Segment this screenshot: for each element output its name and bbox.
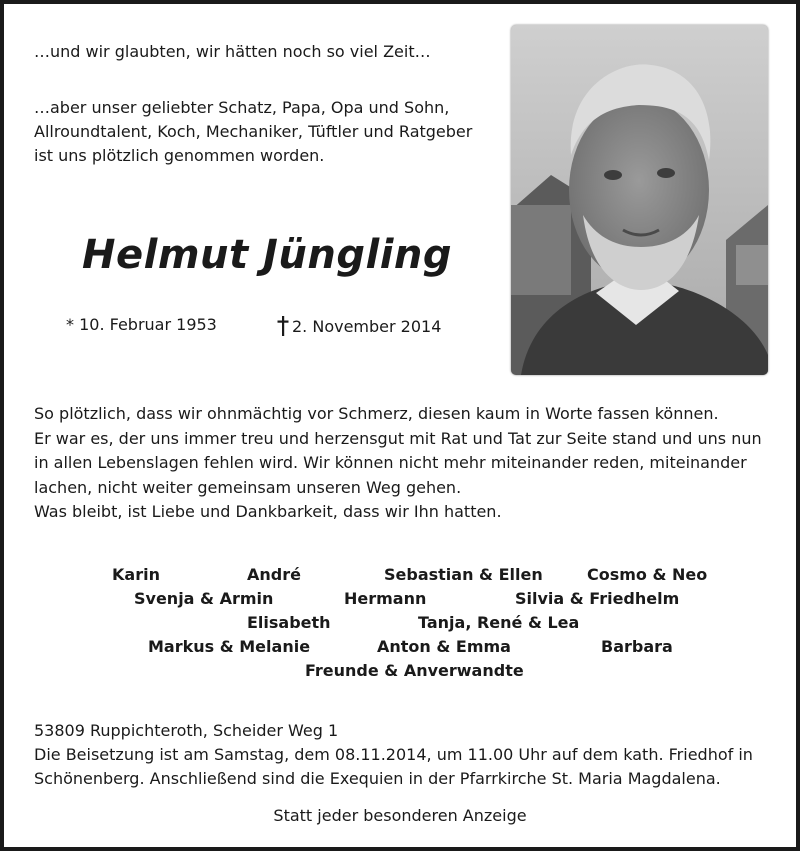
deceased-name: Helmut Jüngling xyxy=(82,232,453,278)
family-member: Cosmo & Neo xyxy=(587,565,708,584)
cross-icon xyxy=(276,315,290,337)
intro-line: Allroundtalent, Koch, Mechaniker, Tüftler und Ratgeber xyxy=(34,122,473,141)
portrait-image xyxy=(511,25,768,375)
memorial-line: So plötzlich, dass wir ohnmächtig vor Schmerz, diesen kaum in Worte fassen können. xyxy=(34,404,719,423)
family-member: Hermann xyxy=(344,589,427,608)
memorial-line: Er war es, der uns immer treu und herzensgut mit Rat und Tat zur Seite stand und uns nun xyxy=(34,428,762,448)
intro-quote: …und wir glaubten, wir hätten noch so viel Zeit… xyxy=(34,42,431,61)
memorial-text xyxy=(34,402,784,525)
family-member: Freunde & Anverwandte xyxy=(305,661,524,680)
intro-line: ist uns plötzlich genommen worden. xyxy=(34,146,325,165)
portrait-photo xyxy=(511,25,768,375)
death-date-row xyxy=(276,315,441,337)
funeral-line: Schönenberg. Anschließend sind die Exequien in der Pfarrkirche St. Maria Magdalena. xyxy=(34,769,721,788)
family-member: Barbara xyxy=(601,637,673,656)
funeral-details xyxy=(34,719,784,791)
funeral-line: Die Beisetzung ist am Samstag, dem 08.11.2014, um 11.00 Uhr auf dem kath. Friedhof in xyxy=(34,745,753,764)
family-member: Elisabeth xyxy=(247,613,331,632)
family-member: Silvia & Friedhelm xyxy=(515,589,680,608)
memorial-line: in allen Lebenslagen fehlen wird. Wir können nicht mehr miteinander reden, miteinander xyxy=(34,453,747,472)
family-member: Markus & Melanie xyxy=(148,637,311,656)
family-member: Svenja & Armin xyxy=(134,589,274,608)
intro-line: …aber unser geliebter Schatz, Papa, Opa und Sohn, xyxy=(34,98,450,117)
family-member: Karin xyxy=(112,565,160,584)
family-member: Sebastian & Ellen xyxy=(384,565,543,584)
memorial-line: lachen, nicht weiter gemeinsam unseren Weg gehen. xyxy=(34,477,462,497)
family-member: André xyxy=(247,565,301,584)
death-date: 2. November 2014 xyxy=(292,316,442,336)
memorial-line: Was bleibt, ist Liebe und Dankbarkeit, dass wir Ihn hatten. xyxy=(34,502,502,521)
birth-date: * 10. Februar 1953 xyxy=(66,315,217,334)
family-member: Tanja, René & Lea xyxy=(418,613,580,632)
intro-text xyxy=(34,96,472,168)
address-line: 53809 Ruppichteroth, Scheider Weg 1 xyxy=(34,721,339,740)
footer-note: Statt jeder besonderen Anzeige xyxy=(273,806,527,825)
family-member: Anton & Emma xyxy=(377,637,511,656)
